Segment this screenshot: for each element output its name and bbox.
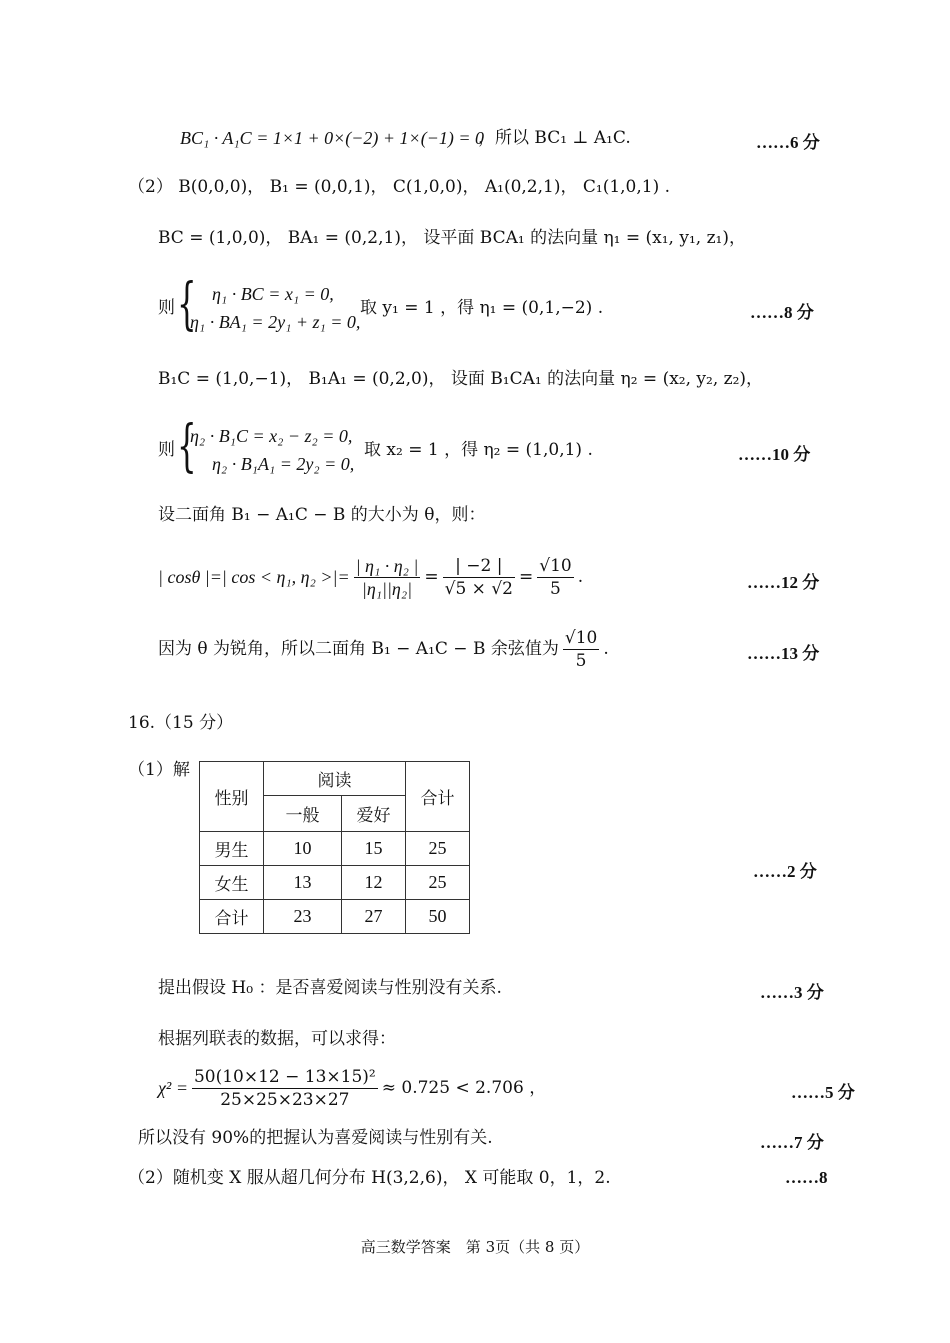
part-2-statement: （2）随机变 X 服从超几何分布 H(3,2,6)， X 可能取 0，1，2.: [128, 1168, 611, 1188]
score-10: ……10 分: [738, 445, 811, 464]
chi-num: 50(10×12 − 13×15)²: [193, 1066, 376, 1087]
contingency-table: [199, 761, 470, 934]
left-brace-icon: {: [177, 414, 197, 479]
question-16-heading: 16.（15 分）: [128, 713, 234, 733]
cos-eq2: =: [518, 567, 534, 587]
table-row: [200, 832, 470, 866]
score-2: ……2 分: [753, 862, 817, 881]
cos-fraction-2: [443, 555, 515, 600]
score-8: ……8 分: [750, 303, 814, 322]
cos-eq: =: [424, 567, 439, 587]
header-reading: 阅读: [264, 762, 406, 796]
chi-right: ≈ 0.725 < 2.706 ，: [381, 1078, 547, 1098]
row-label: 男生: [200, 832, 264, 866]
cosine-formula: [158, 551, 583, 603]
page-footer: 高三数学答案 第 3页（共 8 页）: [360, 1238, 590, 1256]
table-row: [200, 866, 470, 900]
coordinates-line: （2） B(0,0,0)， B₁ = (0,0,1)， C(1,0,0)， A₁(0,2,1)， C₁(1,0,1) .: [128, 177, 671, 197]
cell-general: 23: [264, 900, 342, 934]
cos-end: .: [577, 567, 584, 587]
header-general: 一般: [264, 796, 342, 832]
score-8-partial: ……8: [785, 1168, 828, 1187]
system2-row1: η₂ · B₁C = x₂ − z₂ = 0,: [190, 426, 353, 446]
system1-row1: η₁ · BC = x₁ = 0,: [212, 284, 334, 304]
cell-total: 25: [406, 866, 470, 900]
cos-f3-num: √10: [539, 555, 572, 576]
normal-vector-setup-1: BC = (1,0,0)， BA₁ = (0,2,1)， 设平面 BCA₁ 的法向量 η₁ = (x₁, y₁, z₁)，: [158, 228, 746, 248]
null-hypothesis: 提出假设 H₀ ：是否喜爱阅读与性别没有关系.: [158, 978, 502, 998]
cos-f1-num: | η₁ · η₂ |: [355, 555, 419, 576]
chi-den: 25×25×23×27: [220, 1089, 350, 1110]
cos-f2-den: √5 × √2: [444, 578, 513, 599]
header-like: 爱好: [342, 796, 406, 832]
cell-like: 15: [342, 832, 406, 866]
system2-result: 取 x₂ = 1 ，得 η₂ = (1,0,1) .: [364, 440, 593, 460]
cos-left: | cosθ |=| cos < η₁, η₂ >|=: [158, 567, 350, 587]
score-3: ……3 分: [760, 983, 824, 1002]
cell-total: 25: [406, 832, 470, 866]
cos-f3-den: 5: [550, 578, 561, 599]
l9-fraction: [563, 627, 599, 672]
cell-general: 13: [264, 866, 342, 900]
system1-result: 取 y₁ = 1 ，得 η₁ = (0,1,−2) .: [360, 298, 604, 318]
score-6: ……6 分: [756, 133, 820, 152]
part-1-label: （1）解: [128, 760, 190, 780]
dihedral-angle-setup: 设二面角 B₁ − A₁C − B 的大小为 θ，则：: [158, 505, 486, 525]
normal-vector-setup-2: B₁C = (1,0,−1)， B₁A₁ = (0,2,0)， 设面 B₁CA₁ 的法向量 η₂ = (x₂, y₂, z₂)，: [158, 369, 764, 389]
score-12: ……12 分: [747, 573, 820, 592]
score-7: ……7 分: [760, 1133, 824, 1152]
cos-fraction-3: [537, 555, 573, 600]
system1-prefix: 则: [158, 298, 175, 318]
row-label: 女生: [200, 866, 264, 900]
cos-fraction-1: [354, 555, 421, 600]
chi-left: χ² =: [158, 1078, 188, 1098]
chi-square-formula: [158, 1062, 546, 1114]
header-gender: 性别: [200, 762, 264, 832]
row-label: 合计: [200, 900, 264, 934]
cell-like: 12: [342, 866, 406, 900]
cell-general: 10: [264, 832, 342, 866]
cell-total: 50: [406, 900, 470, 934]
independence-conclusion: 所以没有 90%的把握认为喜爱阅读与性别有关.: [138, 1128, 493, 1148]
chi-fraction: [192, 1066, 378, 1111]
dot-product-expression: BC₁ · A₁C = 1×1 + 0×(−2) + 1×(−1) = 0: [180, 128, 484, 148]
cos-f1-den: |η₁||η₂|: [361, 578, 413, 599]
cell-like: 27: [342, 900, 406, 934]
score-13: ……13 分: [747, 644, 820, 663]
system2-prefix: 则: [158, 440, 175, 460]
system1-row2: η₁ · BA₁ = 2y₁ + z₁ = 0,: [190, 312, 361, 332]
calculation-intro: 根据列联表的数据，可以求得：: [158, 1029, 396, 1049]
l9-den: 5: [575, 650, 587, 671]
score-5: ……5 分: [791, 1083, 855, 1102]
cosine-value-conclusion: [158, 622, 609, 676]
perpendicular-conclusion: ，所以 BC₁ ⊥ A₁C.: [478, 128, 631, 148]
l9-num: √10: [564, 627, 598, 648]
header-total: 合计: [406, 762, 470, 832]
table-row: [200, 900, 470, 934]
l9-text: 因为 θ 为锐角，所以二面角 B₁ − A₁C − B 余弦值为: [158, 639, 559, 659]
system2-row2: η₂ · B₁A₁ = 2y₂ = 0,: [212, 454, 355, 474]
left-brace-icon: {: [177, 272, 197, 337]
cos-f2-num: | −2 |: [443, 555, 515, 578]
l9-end: .: [603, 639, 609, 659]
